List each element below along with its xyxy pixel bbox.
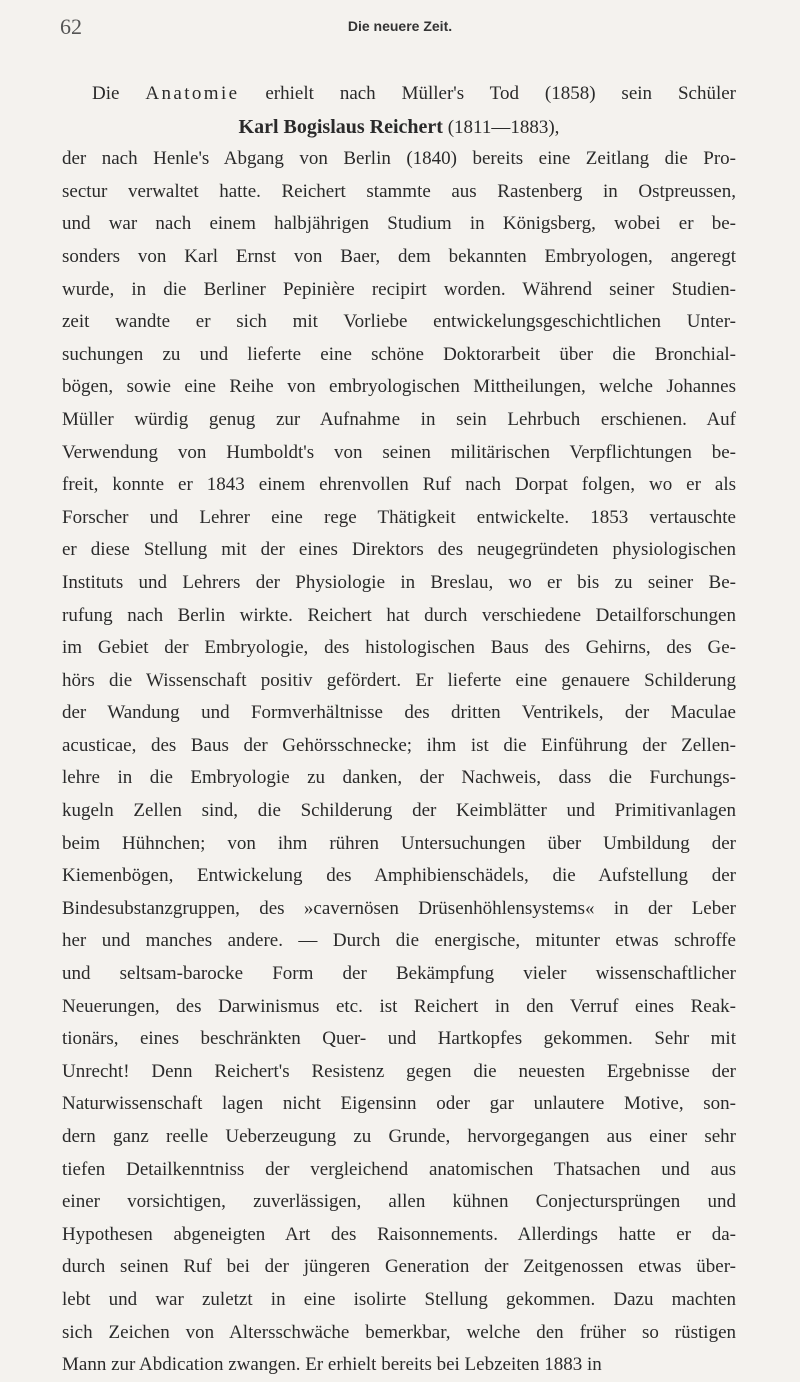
text-line: kugeln Zellen sind, die Schilderung der Keimblätter und Primitivanlagen (62, 800, 736, 822)
page-number: 62 (60, 14, 82, 39)
paragraph-lines (62, 143, 736, 1382)
text-line: einer vorsichtigen, zuverlässigen, allen kühnen Conjectursprüngen und (62, 1191, 736, 1213)
text-line: durch seinen Ruf bei der jüngeren Generation der Zeitgenossen etwas über- (62, 1256, 736, 1278)
name-heading: Karl Bogislaus Reichert (238, 115, 443, 138)
text-line: Naturwissenschaft lagen nicht Eigensinn oder gar unlautere Motive, son- (62, 1093, 736, 1115)
body-text (62, 78, 736, 1382)
text-line: her und manches andere. — Durch die energische, mitunter etwas schroffe (62, 930, 736, 952)
text-line: lehre in die Embryologie zu danken, der Nachweis, dass die Furchungs- (62, 767, 736, 789)
intro-before: Die (92, 83, 146, 104)
text-line: rufung nach Berlin wirkte. Reichert hat durch verschiedene Detailforschungen (62, 604, 736, 626)
text-line: tiefen Detailkenntniss der vergleichend anatomischen Thatsachen und aus (62, 1158, 736, 1180)
text-line: sonders von Karl Ernst von Baer, dem bekannten Embryologen, angeregt (62, 245, 736, 267)
running-title: Die neuere Zeit. (347, 18, 453, 34)
name-heading-line (62, 111, 736, 144)
text-line: dern ganz reelle Ueberzeugung zu Grunde, hervorgegangen aus einer sehr (62, 1126, 736, 1147)
text-line: freit, konnte er 1843 einem ehrenvollen Ruf nach Dorpat folgen, wo er als (62, 474, 736, 496)
text-line: suchungen zu und lieferte eine schöne Doktorarbeit über die Bronchial- (62, 343, 736, 365)
text-line: tionärs, eines beschränkten Quer- und Hartkopfes gekommen. Sehr mit (62, 1028, 736, 1050)
text-line: sich Zeichen von Altersschwäche bemerkbar, welche den früher so rüstigen (62, 1321, 736, 1343)
text-line: Verwendung von Humboldt's von seinen militärischen Verpflichtungen be- (62, 441, 736, 463)
intro-line (62, 78, 736, 111)
intro-spaced-word: Anatomie (145, 83, 240, 104)
text-line: Kiemenbögen, Entwickelung des Amphibienschädels, die Aufstellung der (62, 865, 736, 887)
text-line: Mann zur Abdication zwangen. Er erhielt bereits bei Lebzeiten 1883 in (62, 1354, 602, 1376)
name-heading-dates: (1811—1883), (442, 116, 560, 138)
text-line: beim Hühnchen; von ihm rühren Untersuchungen über Umbildung der (62, 832, 736, 854)
text-line: Hypothesen abgeneigten Art des Raisonnements. Allerdings hatte er da- (62, 1223, 736, 1245)
text-line: Müller würdig genug zur Aufnahme in sein Lehrbuch erschienen. Auf (62, 408, 736, 430)
text-line: im Gebiet der Embryologie, des histologischen Baus des Gehirns, des Ge- (62, 637, 736, 659)
text-line: Neuerungen, des Darwinismus etc. ist Reichert in den Verruf eines Reak- (62, 995, 736, 1017)
text-line: und seltsam-barocke Form der Bekämpfung vieler wissenschaftlicher (62, 963, 736, 985)
text-line: bögen, sowie eine Reihe von embryologischen Mittheilungen, welche Johannes (62, 376, 736, 398)
text-line: hörs die Wissenschaft positiv gefördert. Er lieferte eine genauere Schilderung (62, 669, 736, 691)
text-line: der Wandung und Formverhältnisse des dritten Ventrikels, der Maculae (62, 702, 736, 724)
text-line: zeit wandte er sich mit Vorliebe entwickelungsgeschichtlichen Unter- (62, 311, 736, 333)
running-head (60, 14, 740, 40)
intro-after: erhielt nach Müller's Tod (1858) sein Schüler (239, 83, 736, 104)
text-line: und war nach einem halbjährigen Studium in Königsberg, wobei er be- (62, 213, 736, 235)
text-line: er diese Stellung mit der eines Direktors des neugegründeten physiologischen (62, 539, 736, 561)
text-line: Bindesubstanzgruppen, des »cavernösen Drüsenhöhlensystems« in der Leber (62, 897, 736, 919)
text-line: sectur verwaltet hatte. Reichert stammte aus Rastenberg in Ostpreussen, (62, 180, 736, 202)
text-line: acusticae, des Baus der Gehörsschnecke; ihm ist die Einführung der Zellen- (62, 734, 736, 756)
text-line: lebt und war zuletzt in eine isolirte Stellung gekommen. Dazu machten (62, 1288, 736, 1310)
text-line: Forscher und Lehrer eine rege Thätigkeit entwickelte. 1853 vertauschte (62, 506, 736, 528)
text-line: wurde, in die Berliner Pepinière recipirt worden. Während seiner Studien- (62, 278, 736, 300)
text-line: der nach Henle's Abgang von Berlin (1840) bereits eine Zeitlang die Pro- (62, 148, 736, 170)
text-line: Unrecht! Denn Reichert's Resistenz gegen die neuesten Ergebnisse der (62, 1060, 736, 1082)
text-line: Instituts und Lehrers der Physiologie in Breslau, wo er bis zu seiner Be- (62, 571, 736, 593)
